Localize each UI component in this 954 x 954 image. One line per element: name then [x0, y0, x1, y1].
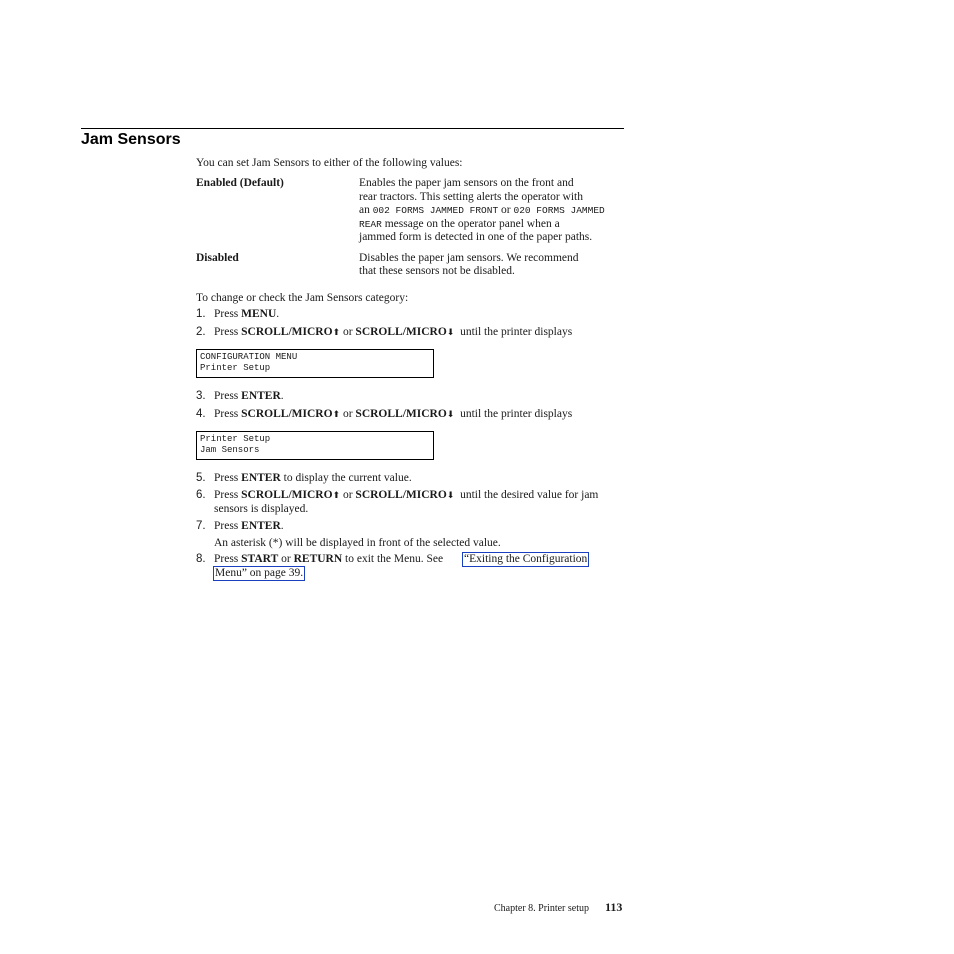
step-number: 6. — [196, 489, 206, 501]
footer-chapter: Chapter 8. Printer setup — [494, 903, 589, 914]
scroll-down-arrow-icon: ⬇ — [446, 491, 455, 501]
step-8-text: Press START or RETURN to exit the Menu. See — [214, 553, 444, 565]
section-title: Jam Sensors — [81, 131, 181, 148]
option-desc-disabled-2: that these sensors not be disabled. — [359, 265, 515, 277]
step-number: 7. — [196, 520, 206, 532]
step-7-text: Press ENTER. — [214, 520, 284, 532]
operator-panel-display-1 — [196, 349, 434, 378]
step-2-text: Press SCROLL/MICRO⬆ or SCROLL/MICRO⬇ until the printer displays — [214, 326, 573, 338]
step-number: 5. — [196, 472, 206, 484]
step-7-note: An asterisk (*) will be displayed in front of the selected value. — [214, 537, 501, 549]
display-line-1: CONFIGURATION MENU — [200, 352, 298, 362]
procedure-intro: To change or check the Jam Sensors category: — [196, 292, 409, 304]
step-5-text: Press ENTER to display the current value. — [214, 472, 412, 484]
operator-panel-display-2 — [196, 431, 434, 460]
step-3-text: Press ENTER. — [214, 390, 284, 402]
step-1-text: Press MENU. — [214, 308, 280, 320]
option-desc-enabled-2: rear tractors. This setting alerts the operator with — [359, 191, 583, 203]
option-term-enabled: Enabled (Default) — [196, 177, 284, 189]
option-desc-enabled-5: jammed form is detected in one of the paper paths. — [359, 231, 593, 243]
scroll-up-arrow-icon: ⬆ — [332, 491, 341, 501]
scroll-down-arrow-icon: ⬇ — [446, 410, 455, 420]
step-6-text-cont: sensors is displayed. — [214, 503, 309, 515]
display-line-2: Jam Sensors — [200, 445, 260, 455]
option-desc-disabled-1: Disables the paper jam sensors. We recommend — [359, 252, 579, 264]
exiting-config-link[interactable]: “Exiting the Configuration — [464, 553, 588, 565]
option-desc-enabled-4: REAR message on the operator panel when a — [359, 218, 560, 230]
step-number: 8. — [196, 553, 206, 565]
step-number: 4. — [196, 408, 206, 420]
step-number: 2. — [196, 326, 206, 338]
option-term-disabled: Disabled — [196, 252, 239, 264]
step-number: 1. — [196, 308, 206, 320]
step-6-text: Press SCROLL/MICRO⬆ or SCROLL/MICRO⬇ until the desired value for jam — [214, 489, 599, 501]
scroll-up-arrow-icon: ⬆ — [332, 410, 341, 420]
exiting-config-link-cont[interactable]: Menu” on page 39. — [215, 567, 304, 579]
option-desc-enabled-3: an 002 FORMS JAMMED FRONT or 020 FORMS JAMMED — [359, 204, 605, 216]
display-line-2: Printer Setup — [200, 363, 271, 373]
scroll-down-arrow-icon: ⬇ — [446, 328, 455, 338]
display-line-1: Printer Setup — [200, 434, 271, 444]
step-number: 3. — [196, 390, 206, 402]
scroll-up-arrow-icon: ⬆ — [332, 328, 341, 338]
intro-text: You can set Jam Sensors to either of the following values: — [196, 157, 463, 169]
step-4-text: Press SCROLL/MICRO⬆ or SCROLL/MICRO⬇ until the printer displays — [214, 408, 573, 420]
option-desc-enabled-1: Enables the paper jam sensors on the front and — [359, 177, 574, 189]
page-number: 113 — [605, 900, 623, 914]
